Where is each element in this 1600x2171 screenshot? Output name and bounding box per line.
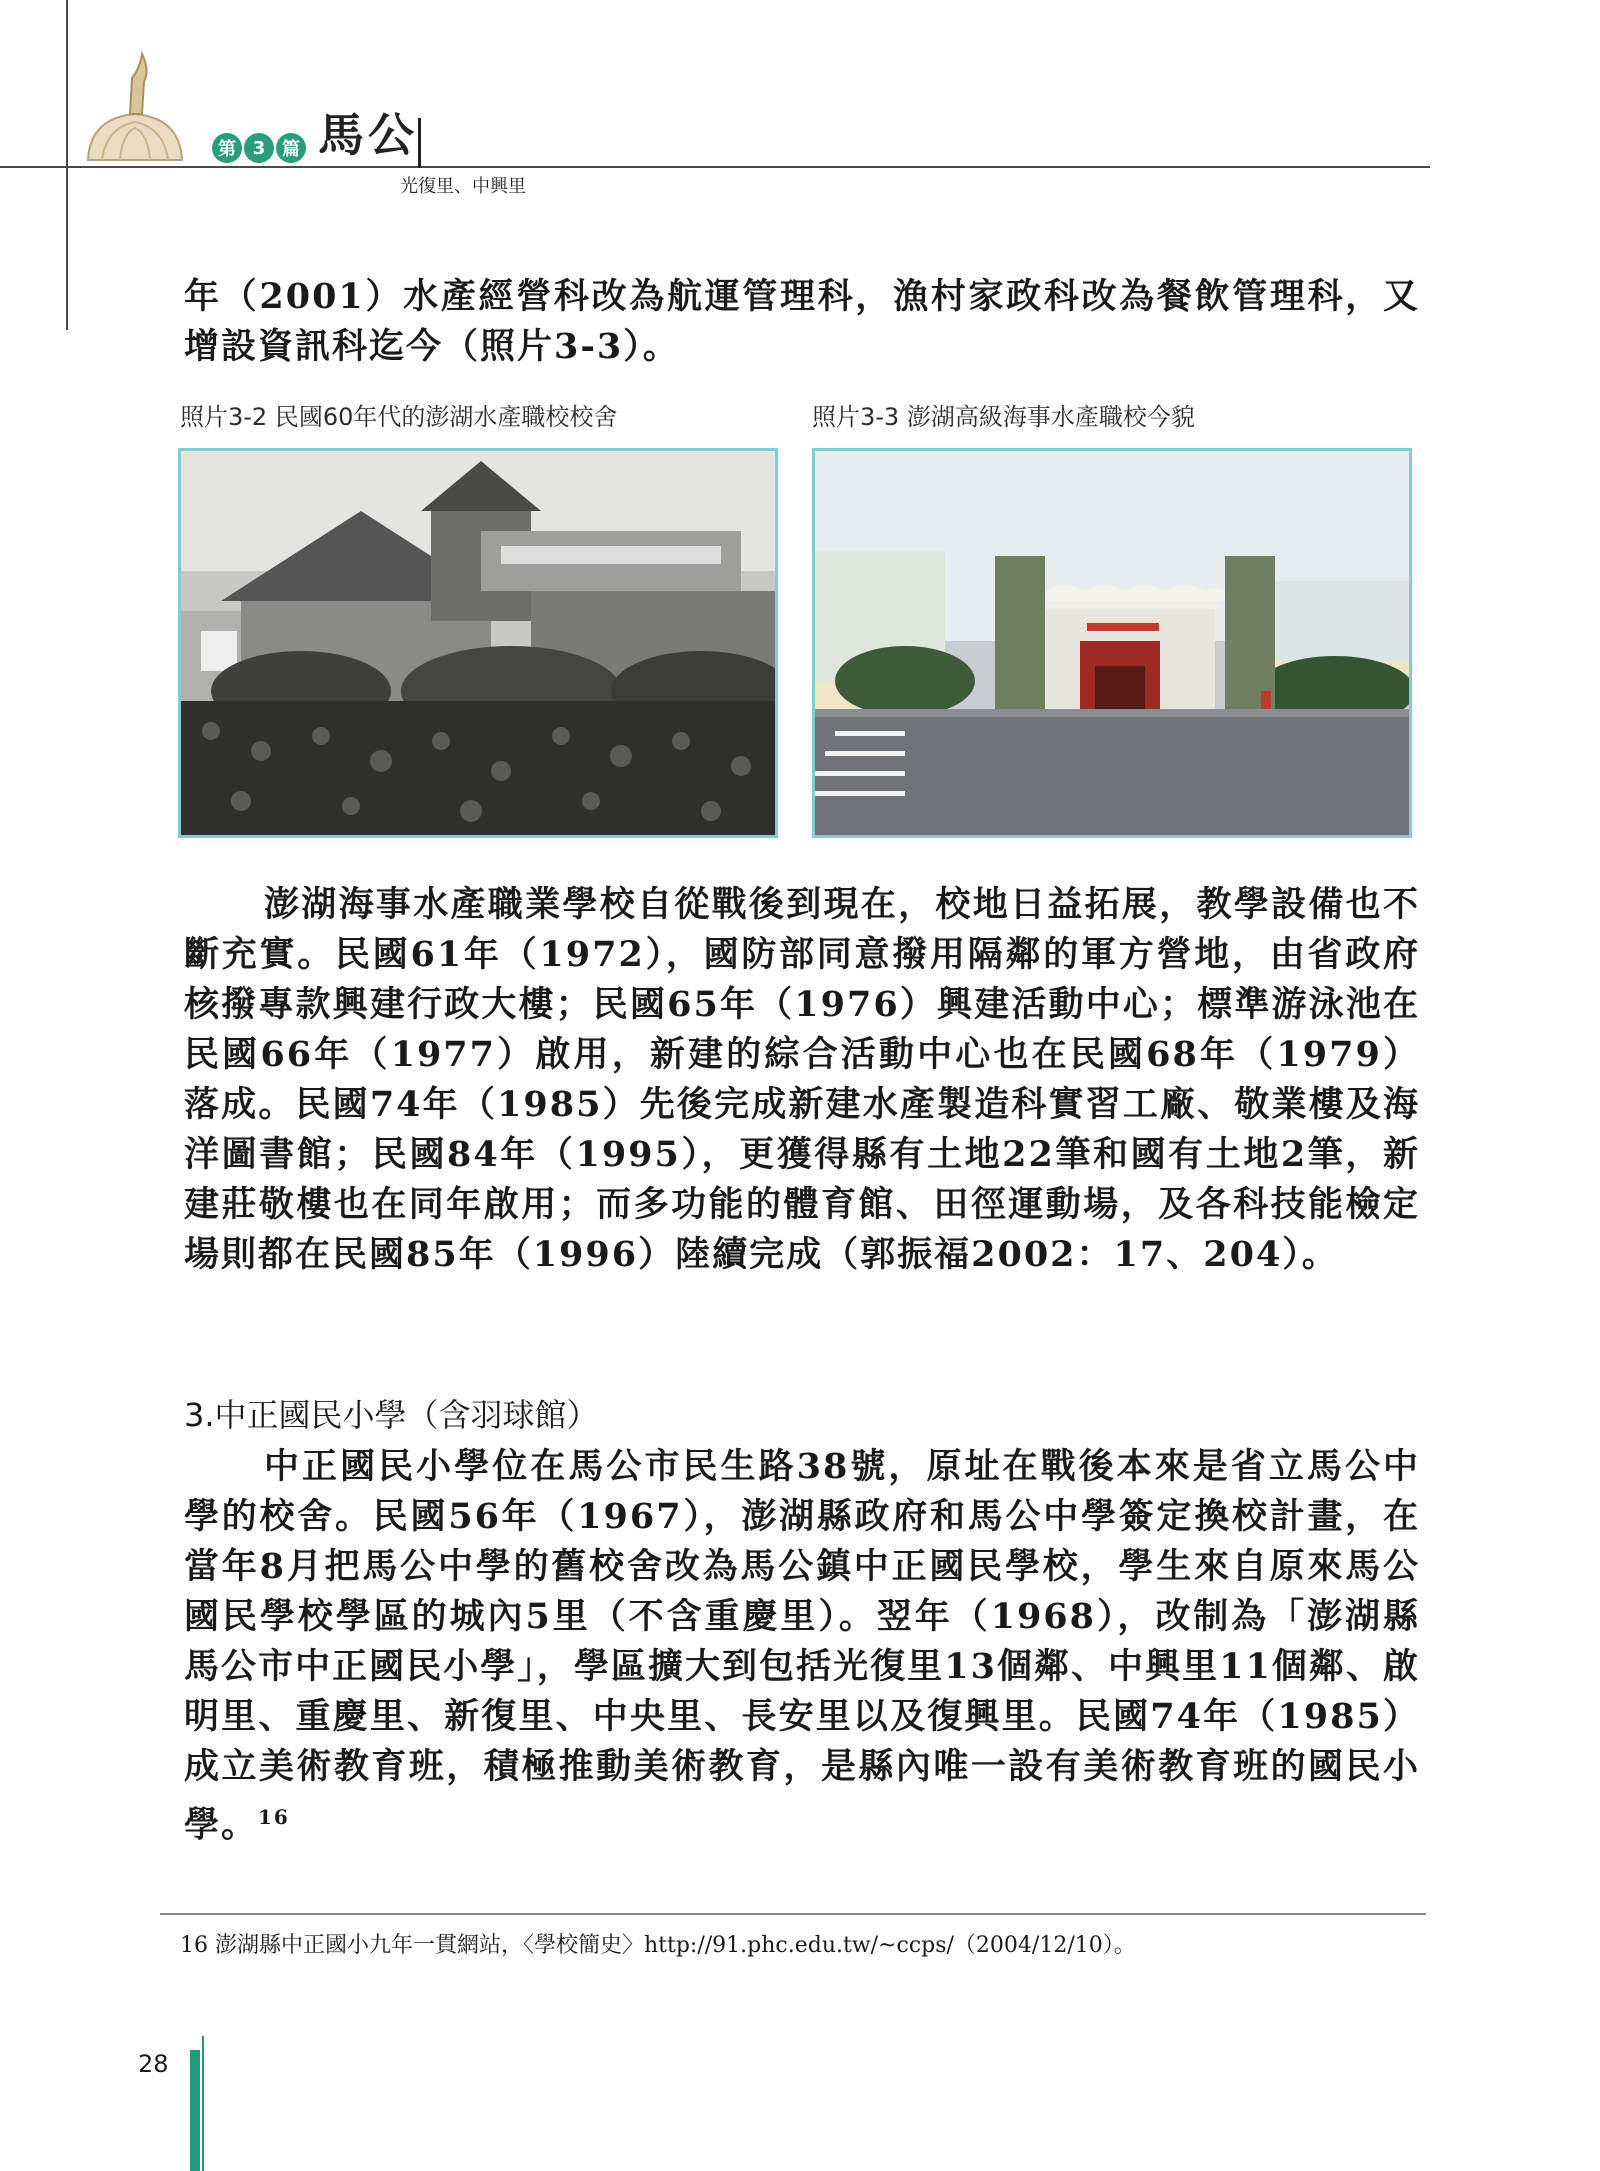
header-horizontal-rule [0,166,1430,168]
page-accent-bar [190,2050,200,2171]
header-vertical-rule [66,0,68,330]
footnote-divider [160,1913,1426,1915]
main-paragraph: 澎湖海事水產職業學校自從戰後到現在，校地日益拓展，教學設備也不斷充實。民國61年（1972），國防部同意撥用隔鄰的軍方營地，由省政府核撥專款興建行政大樓；民國65年（1976）興建活動中心；標準游泳池在民國66年（1977）啟用，新建的綜合活動中心也在民國68年（1979）落成。民國74年（1985）先後完成新建水產製造科實習工廠、敬業樓及海洋圖書館；民國84年（1995），更獲得縣有土地22筆和國有土地2筆，新建莊敬樓也在同年啟用；而多功能的體育館、田徑運動場，及各科技能檢定場則都在民國85年（1996）陸續完成（郭振福2002：17、204）。 [184,884,1420,1275]
page-accent-line [202,2036,204,2171]
section-paragraph-text: 中正國民小學位在馬公市民生路38號，原址在戰後本來是省立馬公中學的校舍。民國56年（1967），澎湖縣政府和馬公中學簽定換校計畫，在當年8月把馬公中學的舊校舍改為馬公鎮中正國民學校，學生來自原來馬公國民學校學區的城內5里（不含重慶里）。翌年（1968），改制為「澎湖縣馬公市中正國民小學」，學區擴大到包括光復里13個鄰、中興里11個鄰、啟明里、重慶里、新復里、中央里、長安里以及復興里。民國74年（1985）成立美術教育班，積極推動美術教育，是縣內唯一設有美術教育班的國民小學。 [184,1446,1420,1846]
photo-caption-left: 照片3-2 民國60年代的澎湖水產職校校舍 [180,403,618,431]
chapter-badge [212,133,306,163]
photo-old-school-building [178,448,778,838]
chapter-prefix: 第 [212,133,242,163]
section-heading: 3.中正國民小學（含羽球館） [184,1396,599,1434]
footnote: 16 澎湖縣中正國小九年一貫網站，〈學校簡史〉http://91.phc.edu.tw/~ccps/（2004/12/10）。 [180,1933,1136,1958]
photo-caption-right: 照片3-3 澎湖高級海事水產職校今貌 [812,403,1195,431]
dome-statue-logo-icon [80,48,190,164]
chapter-number: 3 [244,133,274,163]
photo-modern-school-gate [812,448,1412,838]
chapter-subtitle: 光復里、中興里 [400,176,526,197]
title-divider [418,118,421,168]
page-number: 28 [138,2050,169,2078]
chapter-title: 馬公 [318,108,418,162]
section-paragraph [184,1442,1420,1851]
footnote-reference[interactable]: 16 [258,1805,290,1829]
chapter-suffix: 篇 [276,133,306,163]
intro-paragraph: 年（2001）水產經營科改為航運管理科，漁村家政科改為餐飲管理科，又增設資訊科迄今（照片3-3）。 [184,276,1420,367]
